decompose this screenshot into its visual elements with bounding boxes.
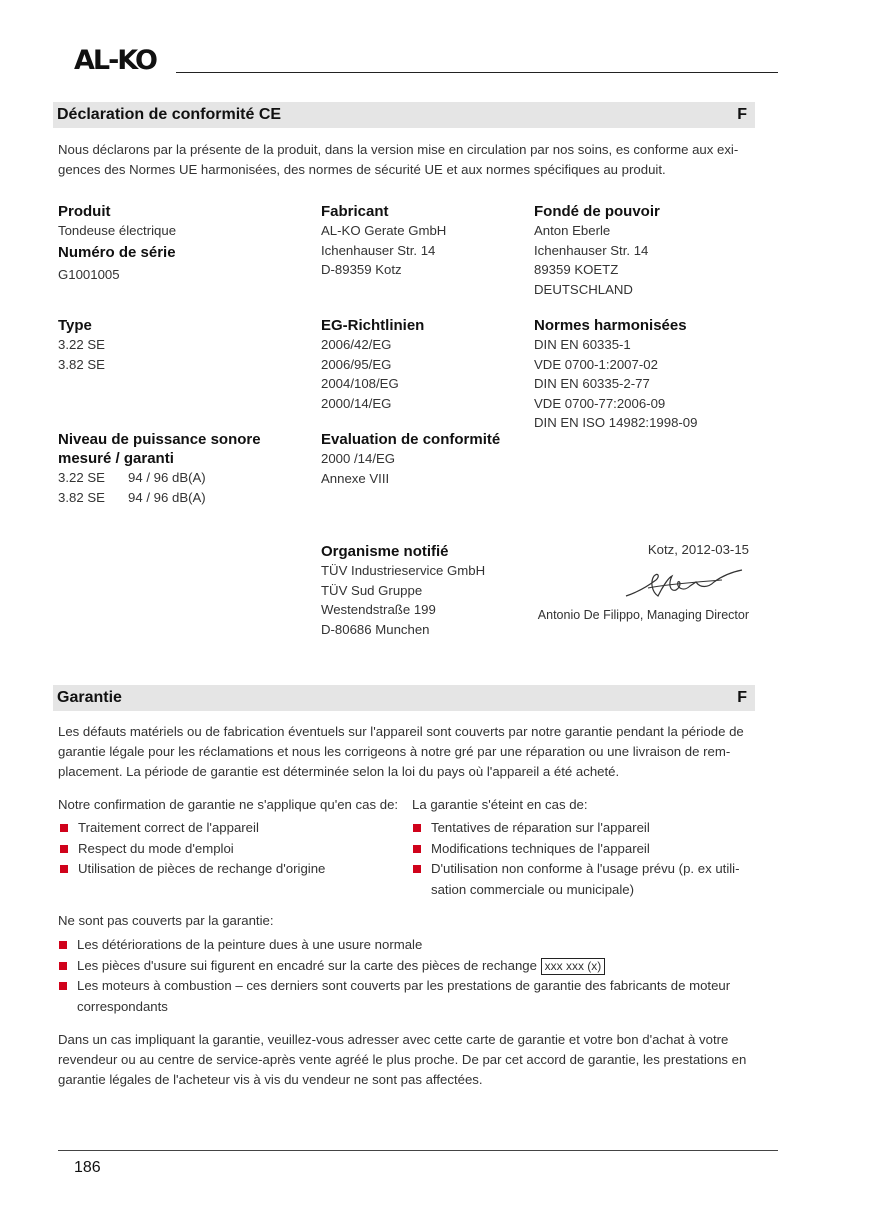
signatory: Antonio De Filippo, Managing Director	[537, 608, 749, 622]
signature-image	[618, 566, 748, 606]
bullet-square-icon	[59, 941, 67, 949]
fabricant-line: D-89359 Kotz	[321, 262, 402, 277]
eg-line: 2006/42/EG	[321, 337, 392, 352]
organisme-block	[321, 542, 531, 639]
eg-line: 2006/95/EG	[321, 356, 392, 372]
normes-line: VDE 0700-77:2006-09	[534, 395, 666, 411]
fabricant-block	[321, 202, 531, 280]
list-item: Tentatives de réparation sur l'appareil	[411, 818, 751, 839]
bullet-square-icon	[59, 982, 67, 990]
alko-logo: AL-KO	[74, 45, 156, 76]
fonde-line: 89359 KOETZ	[534, 262, 619, 277]
bullet-square-icon	[60, 865, 68, 873]
page-number: 186	[74, 1159, 101, 1176]
fabricant-label: Fabricant	[321, 203, 389, 220]
bullet-square-icon	[413, 865, 421, 873]
exclusions-list	[57, 935, 749, 1017]
footer-rule	[58, 1150, 778, 1151]
garantie-header	[53, 685, 755, 711]
normes-line: VDE 0700-1:2007-02	[534, 356, 658, 372]
fonde-line: DEUTSCHLAND	[534, 281, 633, 297]
list-item: Utilisation de pièces de rechange d'origine	[58, 859, 398, 880]
produit-value: Tondeuse électrique	[58, 223, 177, 238]
normes-label: Normes harmonisées	[534, 317, 687, 334]
eg-line: 2004/108/EG	[321, 376, 399, 391]
exclusions-heading: Ne sont pas couverts par la garantie:	[58, 913, 274, 928]
header-rule	[176, 72, 778, 73]
list-item: Respect du mode d'emploi	[58, 839, 398, 860]
produit-block	[58, 202, 308, 284]
list-item: Les pièces d'usure sui figurent en encadré sur la carte des pièces de rechange xxx xxx (x)	[57, 956, 749, 977]
bullet-square-icon	[413, 845, 421, 853]
type-line: 3.82 SE	[58, 356, 105, 372]
normes-line: DIN EN ISO 14982:1998-09	[534, 415, 698, 430]
bullet-square-icon	[413, 824, 421, 832]
organisme-line: TÜV Industrieservice GmbH	[321, 563, 486, 578]
serie-label: Numéro de série	[58, 243, 176, 261]
evaluation-block	[321, 430, 531, 488]
eg-block	[321, 316, 531, 413]
part-number-box: xxx xxx (x)	[541, 958, 606, 975]
conditions-heading: Notre confirmation de garantie ne s'applique qu'en cas de:	[58, 797, 399, 812]
garantie-title: Garantie	[57, 689, 122, 706]
produit-label: Produit	[58, 203, 111, 220]
evaluation-label: Evaluation de conformité	[321, 431, 501, 448]
garantie-intro: Les défauts matériels ou de fabrication éventuels sur l'appareil sont couverts par notre garantie pendant la période de garantie légale pour les réclamations et nous les corrigeons à notre gré par une réparation ou une livraison de rem-placement. La période de garantie est déterminée selon la loi du pays où l'appareil a été acheté.	[58, 724, 744, 779]
organisme-line: TÜV Sud Gruppe	[321, 582, 423, 598]
niveau-block	[58, 430, 318, 507]
niveau-label: Niveau de puissance sonore	[58, 431, 261, 448]
fabricant-line: AL-KO Gerate GmbH	[321, 223, 447, 238]
niveau-model: 3.82 SE	[58, 489, 105, 505]
garantie-language-code: F	[737, 689, 747, 706]
eg-line: 2000/14/EG	[321, 395, 392, 411]
fonde-line: Anton Eberle	[534, 223, 611, 238]
bullet-square-icon	[60, 824, 68, 832]
niveau-row	[58, 488, 318, 508]
normes-line: DIN EN 60335-2-77	[534, 376, 650, 391]
type-label: Type	[58, 317, 92, 334]
declaration-header	[53, 102, 755, 128]
organisme-line: D-80686 Munchen	[321, 621, 430, 637]
fabricant-line: Ichenhauser Str. 14	[321, 242, 436, 258]
declaration-intro: Nous déclarons par la présente de la produit, dans la version mise en circulation par nos soins, es conforme aux exi-gences des Normes UE harmonisées, des normes de sécurité UE et aux normes spécifiques au produit.	[58, 142, 739, 177]
niveau-label-2: mesuré / garanti	[58, 450, 174, 467]
fonde-block	[534, 202, 754, 299]
type-block	[58, 316, 308, 374]
place-date: Kotz, 2012-03-15	[647, 542, 749, 557]
niveau-value: 94 / 96 dB(A)	[128, 470, 206, 485]
normes-line: DIN EN 60335-1	[534, 337, 631, 352]
niveau-value: 94 / 96 dB(A)	[128, 489, 206, 505]
fonde-line: Ichenhauser Str. 14	[534, 242, 649, 258]
type-line: 3.22 SE	[58, 337, 105, 352]
organisme-line: Westendstraße 199	[321, 602, 436, 617]
void-heading: La garantie s'éteint en cas de:	[412, 797, 588, 812]
evaluation-line: Annexe VIII	[321, 470, 390, 486]
garantie-closing: Dans un cas impliquant la garantie, veuillez-vous adresser avec cette carte de garantie et votre bon d'achat à votre revendeur ou au centre de service-après vente agréé le plus proche. De par cet accord de garantie, les prestations en garantie légales de l'acheteur vis à vis du vendeur ne sont pas affectées.	[58, 1032, 747, 1087]
serie-value: G1001005	[58, 266, 120, 282]
bullet-square-icon	[60, 845, 68, 853]
eg-label: EG-Richtlinien	[321, 317, 425, 334]
list-item: D'utilisation non conforme à l'usage prévu (p. ex utili-sation commerciale ou municipale)	[411, 859, 751, 900]
declaration-language-code: F	[737, 106, 747, 123]
list-item: Les moteurs à combustion – ces derniers sont couverts par les prestations de garantie des fabricants de moteur correspondants	[57, 976, 749, 1017]
evaluation-line: 2000 /14/EG	[321, 451, 396, 466]
declaration-title: Déclaration de conformité CE	[57, 106, 282, 123]
list-item: Traitement correct de l'appareil	[58, 818, 398, 839]
fonde-label: Fondé de pouvoir	[534, 203, 660, 220]
list-item: Modifications techniques de l'appareil	[411, 839, 751, 860]
niveau-model: 3.22 SE	[58, 470, 105, 485]
normes-block	[534, 316, 754, 433]
bullet-square-icon	[59, 962, 67, 970]
organisme-label: Organisme notifié	[321, 543, 449, 560]
niveau-row	[58, 468, 318, 488]
list-item: Les détériorations de la peinture dues à une usure normale	[57, 935, 749, 956]
conditions-list	[58, 818, 398, 880]
void-list	[411, 818, 751, 900]
